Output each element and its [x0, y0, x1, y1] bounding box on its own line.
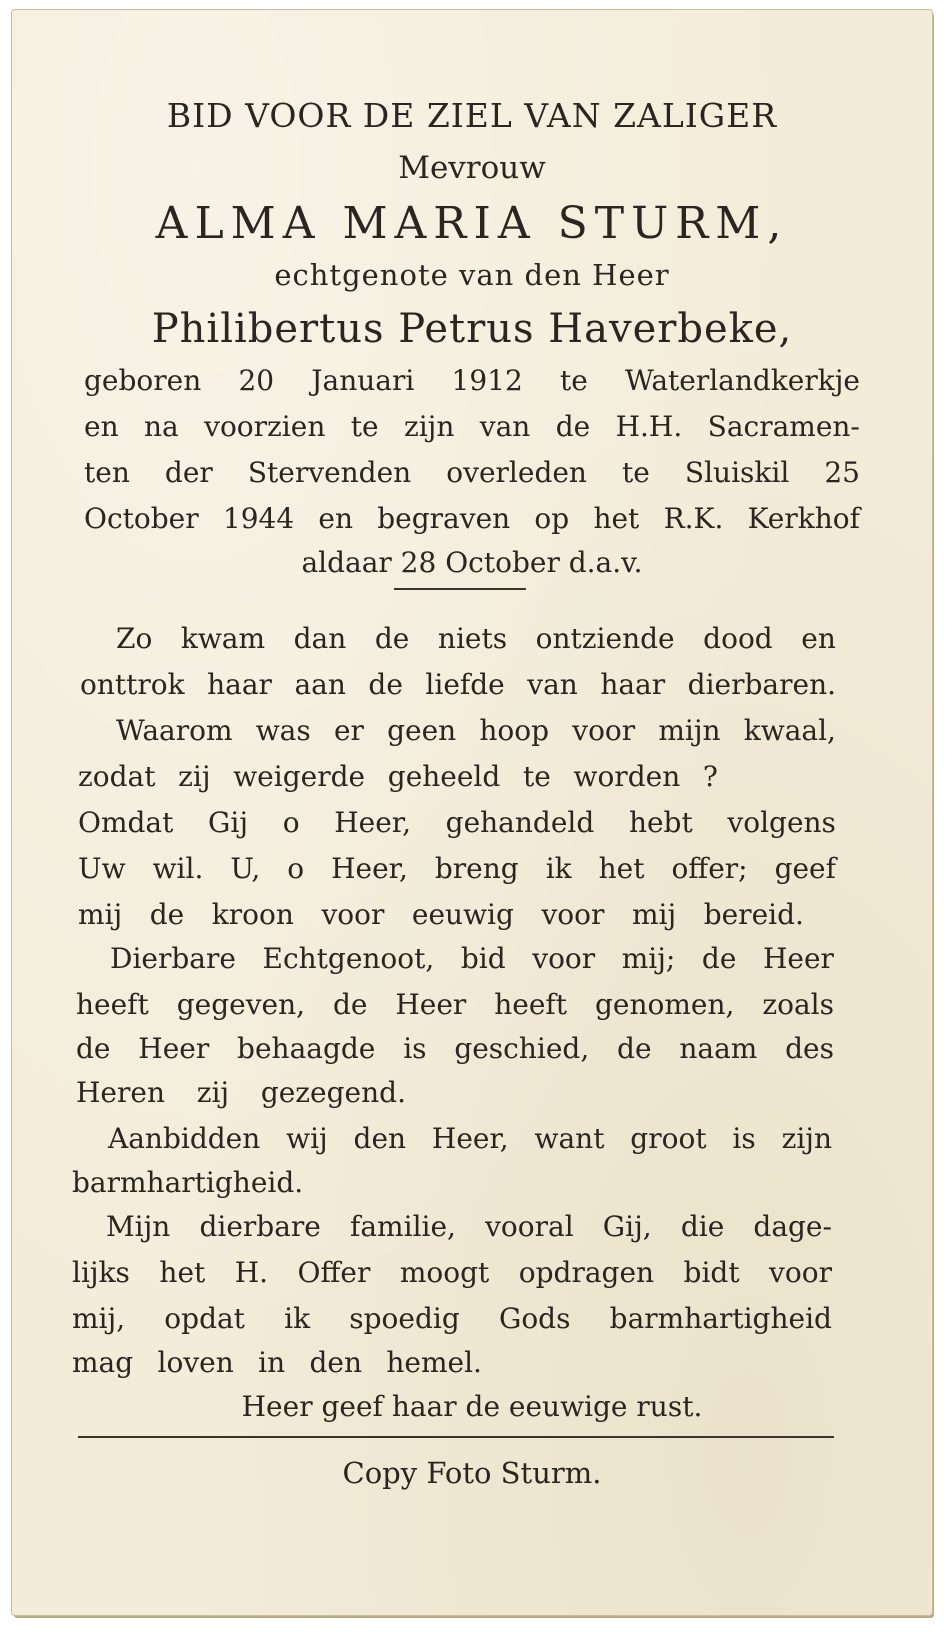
word: opdat: [164, 1302, 245, 1335]
word: van: [527, 668, 578, 701]
word: moogt: [399, 1256, 490, 1289]
verse-line: [76, 988, 834, 1021]
word: dierbaren.: [687, 668, 836, 701]
word: de: [332, 988, 368, 1021]
word: ?: [702, 760, 718, 793]
word: zijn: [781, 1122, 832, 1155]
word: het: [159, 1256, 206, 1289]
word: niets: [437, 622, 508, 655]
word: liefde: [425, 668, 505, 701]
word: Kerkhof: [747, 502, 860, 535]
bio-line: [84, 502, 860, 535]
word: zij: [196, 1076, 230, 1109]
word: U,: [230, 852, 261, 885]
verse-line: [78, 806, 836, 839]
word: Aanbidden: [108, 1122, 261, 1155]
word: ik: [284, 1302, 311, 1335]
word: dan: [293, 622, 347, 655]
word: mij,: [72, 1302, 126, 1335]
word: 25: [824, 456, 860, 489]
divider-long: [78, 1436, 834, 1438]
verse-line: [72, 1256, 832, 1289]
word: bereid.: [703, 898, 804, 931]
word: 20: [238, 364, 275, 397]
word: kwaal,: [743, 714, 836, 747]
verse-line: [76, 1076, 406, 1109]
word: den: [353, 1122, 407, 1155]
word: behaagde: [237, 1032, 376, 1065]
word: geboren: [84, 364, 202, 397]
word: na: [144, 410, 179, 443]
verse-line: [78, 760, 718, 793]
word: H.: [234, 1256, 269, 1289]
word: Heer,: [334, 806, 411, 839]
word: gezegend.: [260, 1076, 406, 1109]
word: Heer: [395, 988, 467, 1021]
word: de: [149, 898, 185, 931]
word: Waarom: [116, 714, 233, 747]
husband-name: Philibertus Petrus Haverbeke,: [151, 306, 793, 352]
word: want: [534, 1122, 605, 1155]
bio-line: aldaar 28 October d.a.v.: [301, 546, 643, 579]
word: te: [522, 760, 551, 793]
word: Stervenden: [247, 456, 412, 489]
closing-prayer: Heer geef haar de eeuwige rust.: [241, 1390, 703, 1423]
verse-line: [116, 622, 836, 655]
word: op: [534, 502, 570, 535]
word: overleden: [446, 456, 587, 489]
bio-line: [84, 410, 860, 443]
word: breng: [434, 852, 519, 885]
word: geef: [774, 852, 836, 885]
word: geschied,: [454, 1032, 590, 1065]
word: voor: [321, 898, 385, 931]
word: Heer: [138, 1032, 210, 1065]
word: wil.: [152, 852, 204, 885]
verse-line: [80, 668, 836, 701]
word: er: [333, 714, 364, 747]
word: mij: [631, 898, 677, 931]
word: is: [403, 1032, 427, 1065]
word: hoop: [479, 714, 550, 747]
verse-line: [78, 898, 804, 931]
word: Sacramen-: [707, 410, 860, 443]
word: het: [598, 852, 645, 885]
word: Echtgenoot,: [262, 942, 435, 975]
word: de: [701, 942, 737, 975]
word: familie,: [350, 1210, 456, 1243]
word: voor: [769, 1256, 832, 1289]
divider-short: [394, 588, 526, 590]
word: des: [785, 1032, 834, 1065]
prayer-heading: BID VOOR DE ZIEL VAN ZALIGER: [166, 96, 778, 135]
word: mij;: [621, 942, 676, 975]
verse-line: [110, 942, 834, 975]
word: haar: [600, 668, 666, 701]
word: zijn: [403, 410, 455, 443]
word: dage-: [753, 1210, 832, 1243]
word: kwam: [180, 622, 266, 655]
word: geheeld: [387, 760, 501, 793]
word: 1912: [451, 364, 523, 397]
word: R.K.: [663, 502, 724, 535]
word: weigerde: [233, 760, 366, 793]
word: voor: [532, 942, 596, 975]
word: van: [479, 410, 531, 443]
deceased-name: ALMA MARIA STURM,: [155, 198, 789, 249]
word: Zo: [116, 622, 153, 655]
word: geen: [387, 714, 457, 747]
word: bid: [460, 942, 506, 975]
word: het: [593, 502, 640, 535]
bio-line: [84, 364, 860, 397]
word: en: [84, 410, 119, 443]
word: 1944: [222, 502, 295, 535]
word: genomen,: [594, 988, 735, 1021]
word: Heren: [76, 1076, 165, 1109]
word: o: [282, 806, 300, 839]
verse-line: [72, 1346, 482, 1379]
word: opdragen: [518, 1256, 655, 1289]
word: groot: [630, 1122, 707, 1155]
verse-line: [76, 1032, 834, 1065]
word: ontziende: [535, 622, 675, 655]
word: der: [164, 456, 213, 489]
word: in: [258, 1346, 286, 1379]
word: dierbare: [199, 1210, 321, 1243]
word: mijn: [658, 714, 721, 747]
verse-line: [72, 1302, 832, 1335]
word: aan: [294, 668, 346, 701]
word: vooral: [485, 1210, 574, 1243]
word: hemel.: [386, 1346, 482, 1379]
word: dood: [703, 622, 773, 655]
word: Januari: [311, 364, 415, 397]
word: Heer,: [431, 1122, 509, 1155]
word: ten: [84, 456, 130, 489]
word: lijks: [72, 1256, 130, 1289]
verse-line: [116, 714, 836, 747]
word: Heer,: [331, 852, 408, 885]
word: zoals: [762, 988, 834, 1021]
word: begraven: [377, 502, 511, 535]
word: Dierbare: [110, 942, 236, 975]
word: de: [76, 1032, 111, 1065]
word: was: [255, 714, 311, 747]
word: gegeven,: [176, 988, 306, 1021]
memorial-card: [12, 10, 932, 1615]
word: Gods: [498, 1302, 571, 1335]
word: gehandeld: [445, 806, 595, 839]
word: Gij: [208, 806, 249, 839]
word: voorzien: [204, 410, 326, 443]
word: Offer: [297, 1256, 371, 1289]
word: voor: [572, 714, 636, 747]
word: te: [622, 456, 650, 489]
word: en: [318, 502, 353, 535]
word: Heer: [762, 942, 834, 975]
word: den: [309, 1346, 363, 1379]
word: de: [555, 410, 591, 443]
word: mij: [78, 898, 123, 931]
word: Omdat: [78, 806, 174, 839]
word: spoedig: [349, 1302, 460, 1335]
word: H.H.: [615, 410, 683, 443]
word: wij: [286, 1122, 328, 1155]
word: Mijn: [106, 1210, 171, 1243]
word: te: [350, 410, 379, 443]
spouse-intro: echtgenote van den Heer: [274, 258, 670, 292]
title-mevrouw: Mevrouw: [398, 150, 546, 186]
word: heeft: [76, 988, 149, 1021]
word: te: [559, 364, 588, 397]
word: barmhartigheid: [609, 1302, 832, 1335]
word: zodat: [78, 760, 156, 793]
word: October: [84, 502, 199, 535]
word: de: [374, 622, 410, 655]
word: kroon: [211, 898, 294, 931]
word: offer;: [671, 852, 748, 885]
verse-line: [108, 1122, 832, 1155]
word: Uw: [78, 852, 126, 885]
word: en: [801, 622, 836, 655]
word: de: [617, 1032, 652, 1065]
word: volgens: [727, 806, 836, 839]
word: die: [680, 1210, 725, 1243]
word: ik: [545, 852, 572, 885]
word: worden: [573, 760, 681, 793]
word: o: [287, 852, 305, 885]
word: eeuwig: [411, 898, 514, 931]
word: haar: [207, 668, 272, 701]
word: naam: [679, 1032, 758, 1065]
word: de: [368, 668, 403, 701]
word: barmhartigheid.: [72, 1166, 304, 1199]
word: Sluiskil: [684, 456, 790, 489]
photo-credit: Copy Foto Sturm.: [342, 1456, 602, 1490]
word: Waterlandkerkje: [624, 364, 860, 397]
word: zij: [178, 760, 211, 793]
bio-line: [84, 456, 860, 489]
word: heeft: [494, 988, 568, 1021]
verse-line: [78, 852, 836, 885]
verse-line: [72, 1166, 342, 1199]
word: voor: [541, 898, 605, 931]
word: is: [732, 1122, 756, 1155]
word: hebt: [628, 806, 693, 839]
word: loven: [157, 1346, 234, 1379]
word: onttrok: [80, 668, 185, 701]
word: bidt: [683, 1256, 740, 1289]
word: mag: [72, 1346, 134, 1379]
word: Gij,: [602, 1210, 652, 1243]
verse-line: [106, 1210, 832, 1243]
